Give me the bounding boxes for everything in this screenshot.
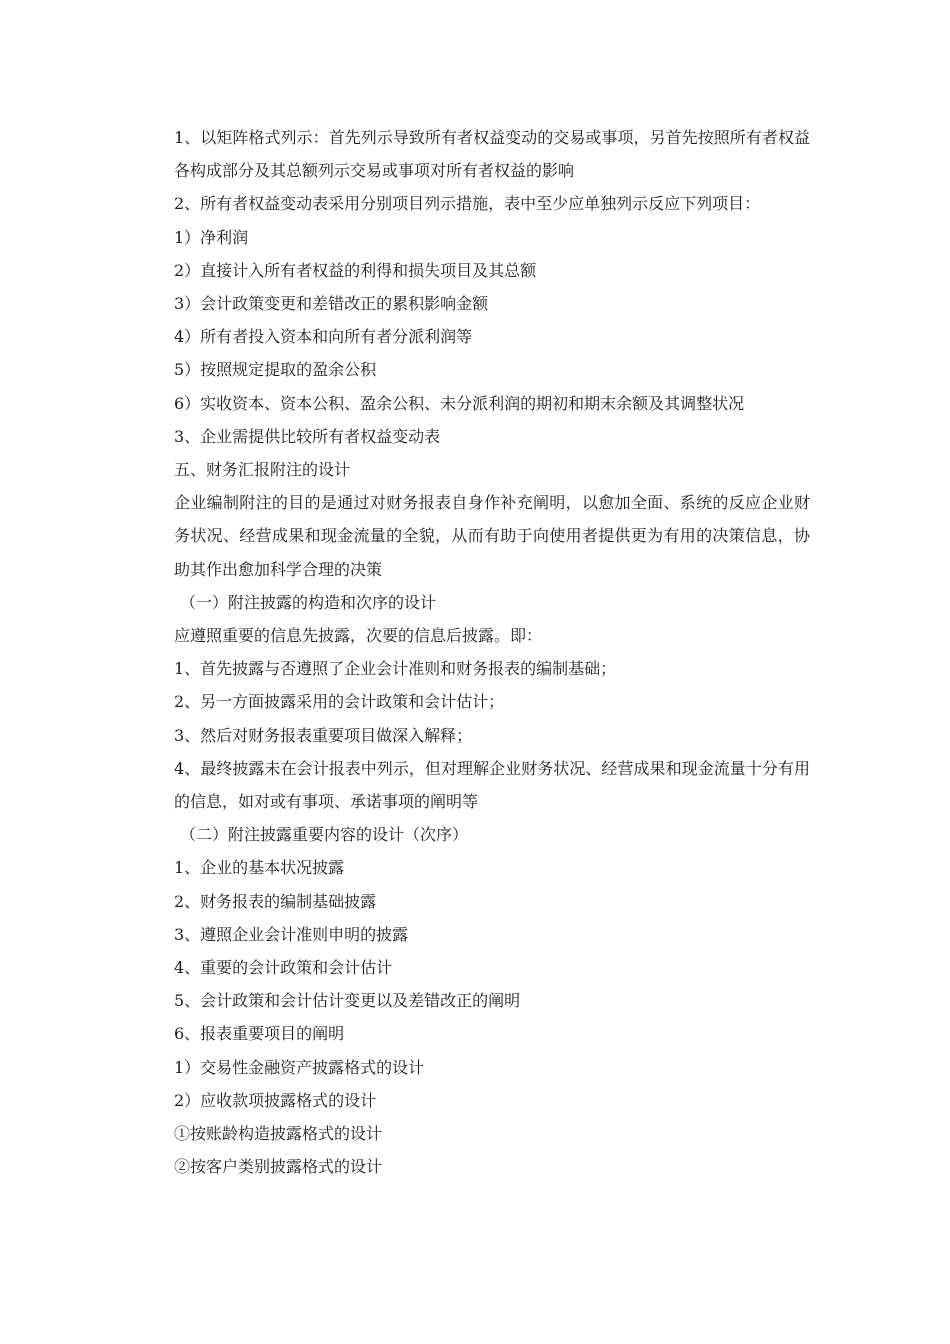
list-item-gains-losses: 2）直接计入所有者权益的利得和损失项目及其总额 [174, 260, 537, 280]
paragraph-disclosure-principle: 应遵照重要的信息先披露，次要的信息后披露。即： [174, 626, 543, 646]
list-item-trading-assets: 1）交易性金融资产披露格式的设计 [174, 1057, 425, 1077]
list-item-policies: 2、另一方面披露采用的会计政策和会计估计； [174, 692, 505, 712]
list-item-accounting-policies: 4、重要的会计政策和会计估计 [174, 958, 393, 978]
list-item-policy-change: 3）会计政策变更和差错改正的累积影响金额 [174, 294, 489, 314]
section-heading-notes-design: 五、财务汇报附注的设计 [174, 460, 351, 480]
list-item-unlisted-info: 4、最终披露未在会计报表中列示，但对理解企业财务状况、经营成果和现金流量十分有用的信息，如对或有事项、承诺事项的阐明等 [174, 758, 810, 812]
list-item-changes-corrections: 5、会计政策和会计估计变更以及差错改正的阐明 [174, 991, 521, 1011]
paragraph-matrix-format: 1、以矩阵格式列示：首先列示导致所有者权益变动的交易或事项，另首先按照所有者权益各构成部分及其总额列示交易或事项对所有者权益的影响 [174, 128, 810, 181]
list-item-aging-structure: ①按账龄构造披露格式的设计 [174, 1124, 383, 1144]
paragraph-comparative-statement: 3、企业需提供比较所有者权益变动表 [174, 426, 441, 446]
paragraph-item-list-method: 2、所有者权益变动表采用分别项目列示措施，表中至少应单独列示反应下列项目： [174, 194, 761, 214]
list-item-basic-situation: 1、企业的基本状况披露 [174, 858, 345, 878]
list-item-net-profit: 1）净利润 [174, 227, 249, 247]
list-item-compliance-statement: 3、遵照企业会计准则申明的披露 [174, 924, 409, 944]
subsection-heading-structure: （一）附注披露的构造和次序的设计 [180, 592, 437, 612]
document-body [146, 121, 810, 1184]
list-item-receivables: 2）应收款项披露格式的设计 [174, 1090, 377, 1110]
list-item-preparation-basis: 2、财务报表的编制基础披露 [174, 891, 377, 911]
list-item-customer-category: ②按客户类别披露格式的设计 [174, 1157, 383, 1177]
list-item-basis: 1、首先披露与否遵照了企业会计准则和财务报表的编制基础； [174, 659, 617, 679]
list-item-capital-distribution: 4）所有者投入资本和向所有者分派利润等 [174, 327, 473, 347]
subsection-heading-content: （二）附注披露重要内容的设计（次序） [180, 825, 469, 845]
list-item-surplus-reserve: 5）按照规定提取的盈余公积 [174, 360, 377, 380]
paragraph-notes-purpose: 企业编制附注的目的是通过对财务报表自身作补充阐明，以愈加全面、系统的反应企业财务状况、经营成果和现金流量的全貌，从而有助于向使用者提供更为有用的决策信息，协助其作出愈加科学合理的决策 [174, 493, 810, 579]
list-item-balances: 6）实收资本、资本公积、盈余公积、未分派利润的期初和期末余额及其调整状况 [174, 393, 745, 413]
list-item-explanation: 3、然后对财务报表重要项目做深入解释； [174, 725, 473, 745]
list-item-key-items: 6、报表重要项目的阐明 [174, 1024, 345, 1044]
